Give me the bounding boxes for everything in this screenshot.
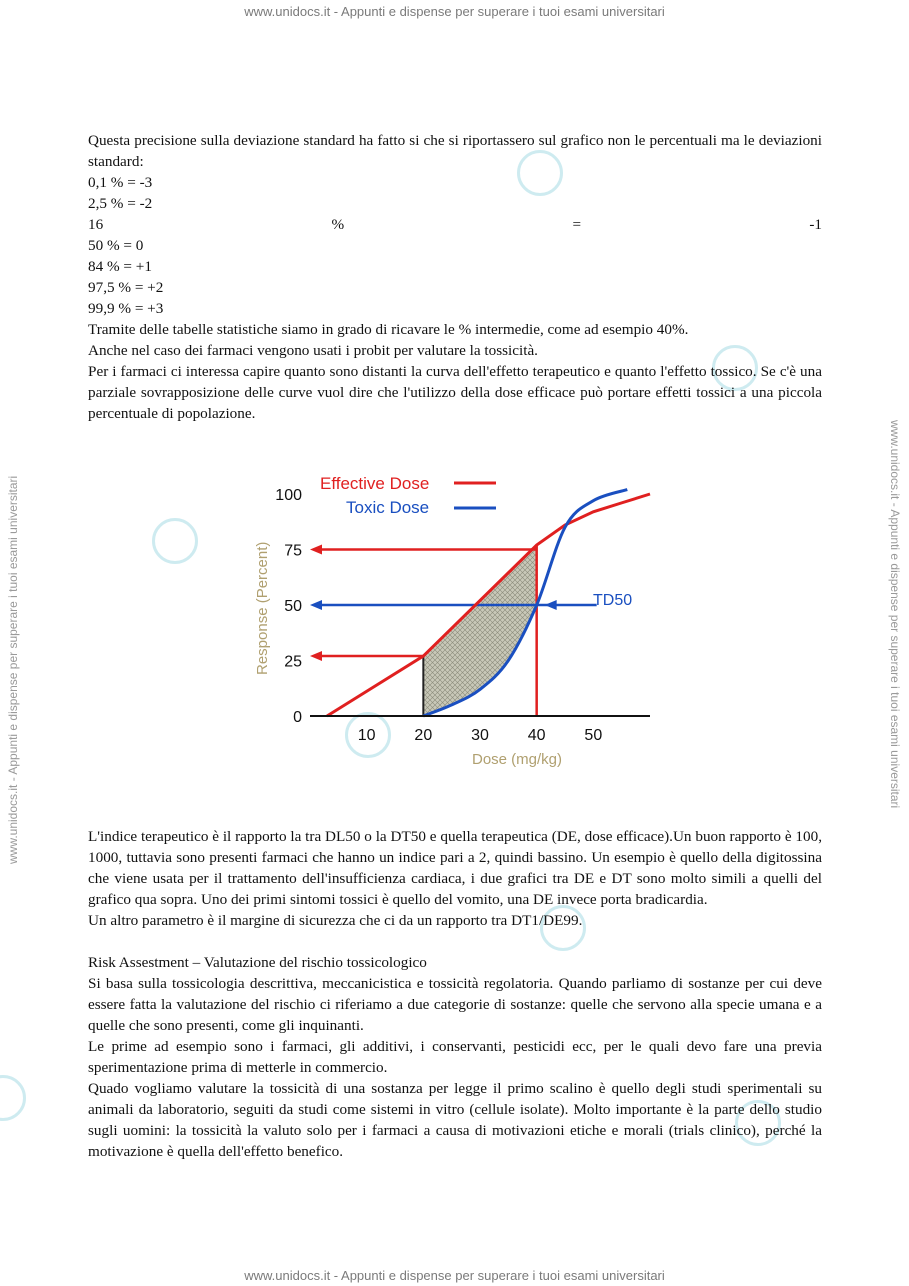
paragraph: Le prime ad esempio sono i farmaci, gli additivi, i conservanti, pesticidi ecc, per le quali devo fare una previa sperimentazione prima di metterle in commercio. (88, 1038, 822, 1076)
y-tick-label: 100 (275, 487, 302, 504)
paragraph: Quado vogliamo valutare la tossicità di una sostanza per legge il primo scalino è quello degli studi sperimentali su animali da laboratorio, seguiti da studi come sistemi in vitro (cellule isolate). Molto importante è la parte dello studio sugli uomini: la tossicità la valuto solo per i farmaci a causa di motivazioni etiche e morali (trials clinico), perché la motivazione è quella dell'effetto benefico. (88, 1080, 822, 1160)
mapping-line: 84 % = +1 (88, 258, 152, 275)
mapping-line: 99,9 % = +3 (88, 300, 164, 317)
y-axis-label: Response (Percent) (254, 541, 271, 675)
text-block-bottom (88, 826, 822, 1162)
y-tick-label: 25 (284, 653, 302, 671)
section-title: Risk Assestment – Valutazione del rischio tossicologico (88, 954, 427, 971)
y-tick-label: 75 (284, 542, 302, 560)
text-block-top (88, 130, 822, 424)
x-tick-label: 30 (471, 727, 489, 744)
paragraph: Per i farmaci ci interessa capire quanto sono distanti la curva dell'effetto terapeutico e quanto l'effetto tossico. Se c'è una parziale sovrapposizione delle curve vuol dire che l'utilizzo della dose efficace può portare effetti tossici a una piccola percentuale di popolazione. (88, 363, 822, 422)
mapping-line: 50 % = 0 (88, 237, 144, 254)
mapping-line-16: 16 % = -1 (88, 216, 822, 233)
td50-arrow-head (545, 600, 557, 610)
x-tick-label: 50 (584, 727, 603, 744)
mapping-line: 97,5 % = +2 (88, 279, 164, 296)
side-banner-right: www.unidocs.it - Appunti e dispense per superare i tuoi esami universitari (888, 420, 902, 809)
x-tick-label: 20 (414, 727, 433, 744)
header-banner: www.unidocs.it - Appunti e dispense per superare i tuoi esami universitari (244, 4, 665, 19)
td50-annotation: TD50 (593, 592, 633, 609)
arrow-head (310, 545, 322, 555)
footer-banner: www.unidocs.it - Appunti e dispense per superare i tuoi esami universitari (244, 1268, 665, 1283)
arrow-head (310, 651, 322, 661)
intro-paragraph: Questa precisione sulla deviazione standard ha fatto si che si riportassero sul grafico non le percentuali ma le deviazioni standard: (88, 132, 822, 170)
mapping-line: 2,5 % = -2 (88, 195, 153, 212)
legend-label-effective: Effective Dose (320, 474, 430, 493)
watermark-logo-icon (0, 1075, 26, 1121)
mapping-line: 0,1 % = -3 (88, 174, 153, 191)
paragraph: L'indice terapeutico è il rapporto la tra DL50 o la DT50 e quella terapeutica (DE, dose efficace).Un buon rapporto è 100, 1000, tuttavia sono presenti farmaci che hanno un indice pari a 2, quindi bassino. Un esempio è quello della digitossina che viene usata per il trattamento dell'insufficienza cardiaca, i due grafici tra DE e DT sono molto simili a quelli del grafico qua sopra. Uno dei primi sintomi tossici è quello del vomito, una DE invece porta bradicardia. (88, 828, 822, 908)
y-tick-label: 50 (284, 598, 302, 615)
side-banner-left: www.unidocs.it - Appunti e dispense per superare i tuoi esami universitari (6, 475, 20, 864)
watermark-logo-icon (152, 518, 198, 564)
arrow-head (310, 600, 322, 610)
paragraph: Si basa sulla tossicologia descrittiva, meccanicistica e tossicità regolatoria. Quando parliamo di sostanze per cui deve essere fatta la valutazione del rischio ci riferiamo a due categorie di sostanze: quelle che servono alla specie umana e a quelle che sono presenti, come gli inquinanti. (88, 975, 822, 1034)
paragraph: Un altro parametro è il margine di sicurezza che ci da un rapporto tra DT1/DE99. (88, 912, 583, 929)
y-tick-label: 0 (293, 709, 302, 726)
paragraph: Anche nel caso dei farmaci vengono usati i probit per valutare la tossicità. (88, 342, 538, 359)
paragraph: Tramite delle tabelle statistiche siamo in grado di ricavare le % intermedie, come ad esempio 40%. (88, 321, 689, 338)
dose-response-chart (240, 465, 660, 775)
x-tick-label: 10 (357, 727, 376, 744)
x-axis-label: Dose (mg/kg) (472, 751, 563, 768)
legend-label-toxic: Toxic Dose (346, 498, 430, 517)
x-tick-label: 40 (527, 727, 546, 744)
